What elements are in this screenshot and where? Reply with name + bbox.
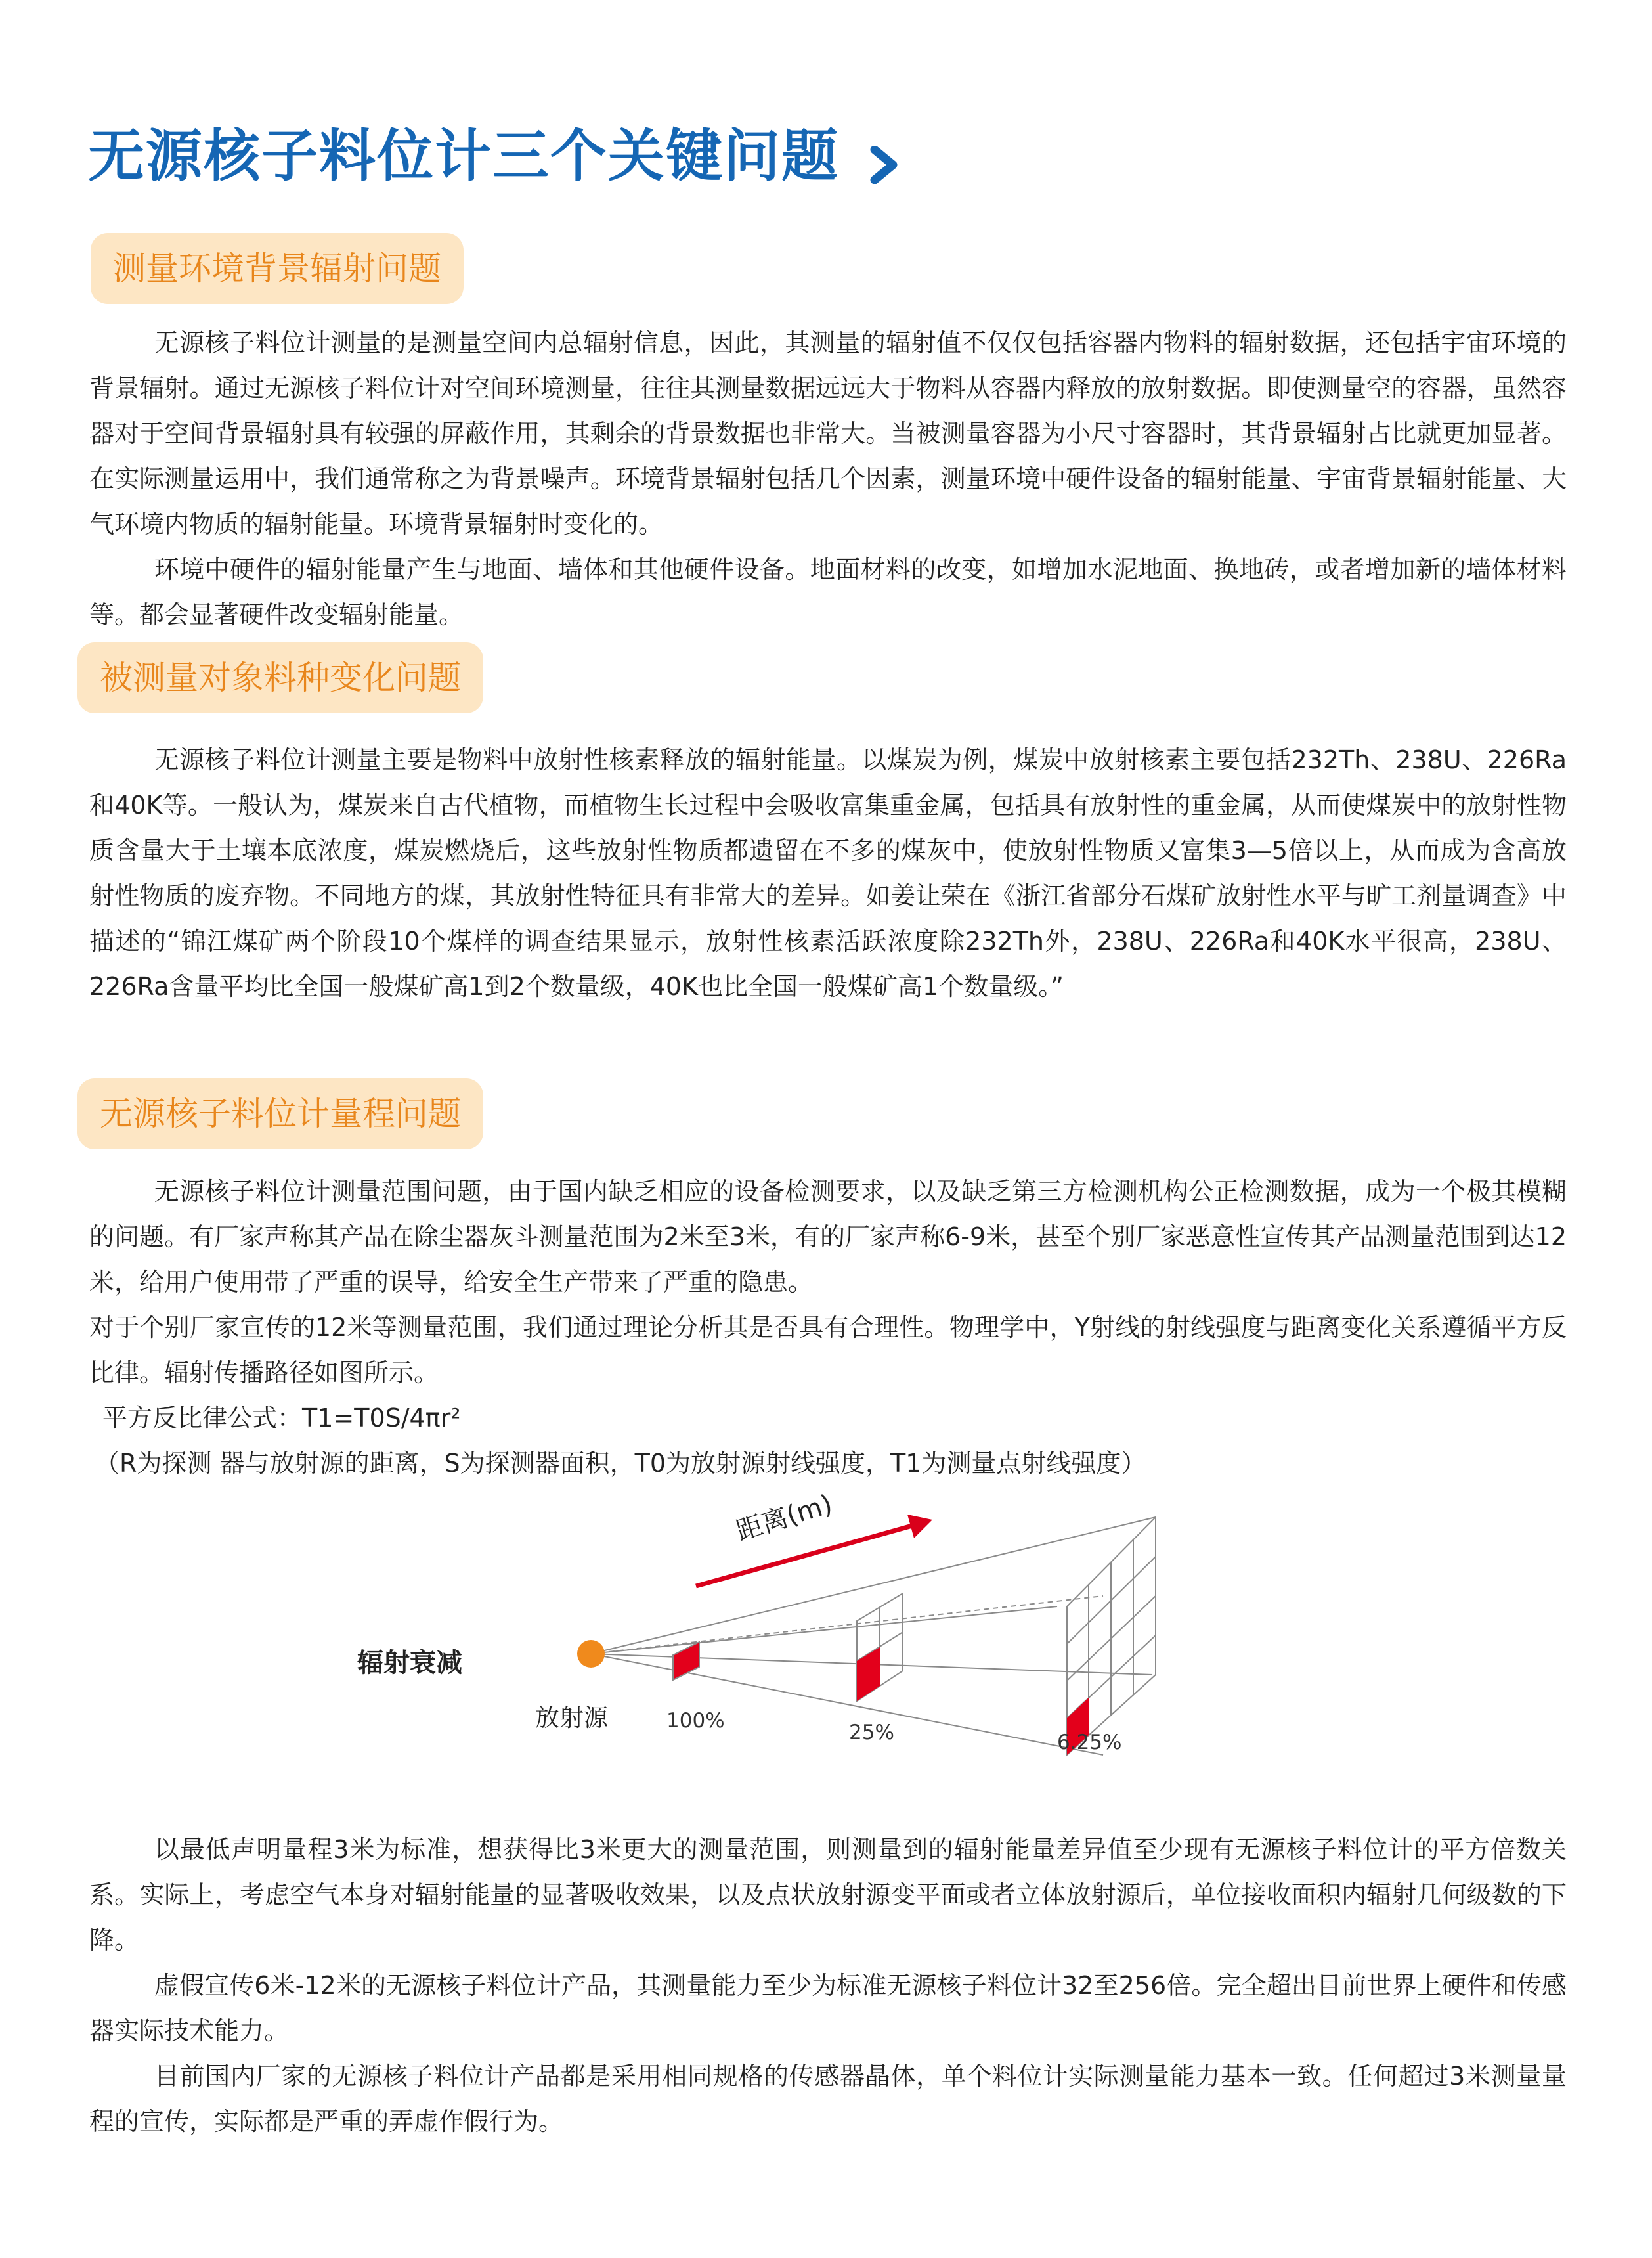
diagram-title: 辐射衰减 xyxy=(357,1648,462,1678)
paragraph: 以最低声明量程3米为标准，想获得比3米更大的测量范围，则测量到的辐射能量差异值至少现有无源核子料位计的平方倍数关系。实际上，考虑空气本身对辐射能量的显著吸收效果，以及点状放射源变平面或者立体放射源后，单位接收面积内辐射几何级数的下降。 xyxy=(89,1835,1567,1955)
frame-2-fill xyxy=(857,1647,880,1701)
paragraph: 对于个别厂家宣传的12米等测量范围，我们通过理论分析其是否具有合理性。物理学中，Y射线的射线强度与距离变化关系遵循平方反比律。辐射传播路径如图所示。 xyxy=(89,1313,1567,1387)
section-body-measuring-range xyxy=(89,1169,1567,1486)
distance-arrow-shaft xyxy=(696,1524,919,1586)
radiation-source-dot xyxy=(577,1640,605,1668)
paragraph: 目前国内厂家的无源核子料位计产品都是采用相同规格的传感器晶体，单个料位计实际测量能力基本一致。任何超过3米测量量程的宣传，实际都是严重的弄虚作假行为。 xyxy=(89,2062,1567,2136)
distance-arrow-head xyxy=(907,1515,932,1538)
section-heading-measuring-range: 无源核子料位计量程问题 xyxy=(77,1078,483,1149)
page-title xyxy=(88,110,903,192)
paragraph: 无源核子料位计测量的是测量空间内总辐射信息，因此，其测量的辐射值不仅仅包括容器内物料的辐射数据，还包括宇宙环境的背景辐射。通过无源核子料位计对空间环境测量，往往其测量数据远远大于物料从容器内释放的放射数据。即使测量空的容器，虽然容器对于空间背景辐射具有较强的屏蔽作用，其剩余的背景数据也非常大。当被测量容器为小尺寸容器时，其背景辐射占比就更加显著。在实际测量运用中，我们通常称之为背景噪声。环境背景辐射包括几个因素，测量环境中硬件设备的辐射能量、宇宙背景辐射能量、大气环境内物质的辐射能量。环境背景辐射时变化的。 xyxy=(89,328,1567,539)
radiation-attenuation-diagram xyxy=(341,1491,1195,1800)
page-title-text: 无源核子料位计三个关键问题 xyxy=(88,123,839,189)
section-heading-background-radiation: 测量环境背景辐射问题 xyxy=(91,233,464,304)
percent-label-100: 100% xyxy=(666,1709,725,1733)
paragraph: 虚假宣传6米-12米的无源核子料位计产品，其测量能力至少为标准无源核子料位计32至256倍。完全超出目前世界上硬件和传感器实际技术能力。 xyxy=(89,1971,1567,2045)
formula: 平方反比律公式：T1=T0S/4πr² xyxy=(102,1404,461,1432)
section-body-background-radiation xyxy=(89,321,1567,638)
paragraph: 无源核子料位计测量范围问题，由于国内缺乏相应的设备检测要求，以及缺乏第三方检测机构公正检测数据，成为一个极其模糊的问题。有厂家声称其产品在除尘器灰斗测量范围为2米至3米，有的厂家声称6-9米，甚至个别厂家恶意性宣传其产品测量范围到达12米，给用户使用带了严重的误导，给安全生产带来了严重的隐患。 xyxy=(89,1177,1567,1296)
formula-note: （R为探测 器与放射源的距离，S为探测器面积，T0为放射源射线强度，T1为测量点射线强度） xyxy=(95,1449,1146,1478)
percent-label-6-25: 6.25% xyxy=(1057,1731,1122,1754)
section-body-conclusion xyxy=(89,1827,1567,2144)
section-body-material-change xyxy=(89,738,1567,1009)
paragraph: 无源核子料位计测量主要是物料中放射性核素释放的辐射能量。以煤炭为例，煤炭中放射核素主要包括232Th、238U、226Ra和40K等。一般认为，煤炭来自古代植物，而植物生长过程中会吸收富集重金属，包括具有放射性的重金属，从而使煤炭中的放射性物质含量大于土壤本底浓度，煤炭燃烧后，这些放射性物质都遗留在不多的煤灰中，使放射性物质又富集3—5倍以上，从而成为含高放射性物质的废弃物。不同地方的煤，其放射性特征具有非常大的差异。如姜让荣在《浙江省部分石煤矿放射性水平与旷工剂量调查》中描述的“锦江煤矿两个阶段10个煤样的调查结果显示，放射性核素活跃浓度除232Th外，238U、226Ra和40K水平很高，238U、226Ra含量平均比全国一般煤矿高1到2个数量级，40K也比全国一般煤矿高1个数量级。” xyxy=(89,745,1567,1001)
distance-label: 距离(m) xyxy=(732,1489,837,1547)
paragraph: 环境中硬件的辐射能量产生与地面、墙体和其他硬件设备。地面材料的改变，如增加水泥地面、换地砖，或者增加新的墙体材料等。都会显著硬件改变辐射能量。 xyxy=(89,555,1567,629)
section-heading-material-change: 被测量对象料种变化问题 xyxy=(77,642,483,713)
source-label: 放射源 xyxy=(535,1704,608,1732)
frame-2 xyxy=(857,1593,903,1701)
percent-label-25: 25% xyxy=(849,1721,894,1744)
chevron-right-icon xyxy=(865,132,903,170)
